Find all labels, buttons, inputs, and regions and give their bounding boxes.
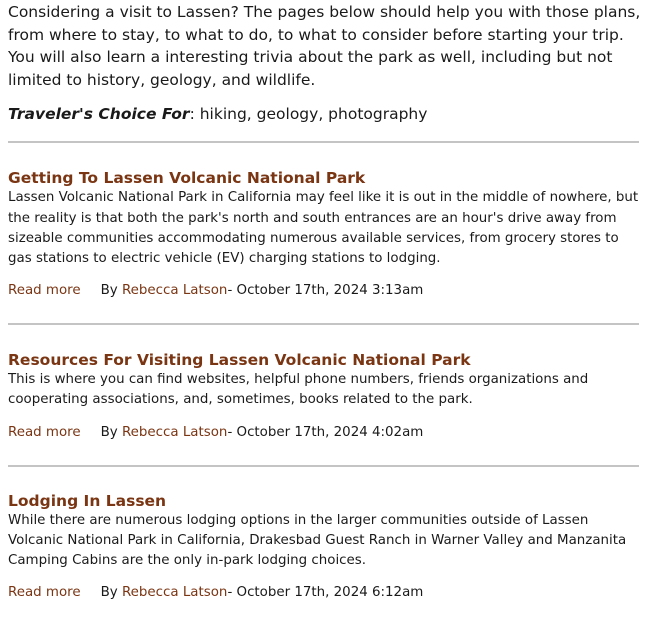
article-meta	[8, 583, 642, 603]
article-lodging	[8, 467, 642, 604]
read-more-link[interactable]: Read more	[8, 424, 81, 440]
read-more-link[interactable]: Read more	[8, 283, 81, 299]
intro-paragraph: Considering a visit to Lassen? The pages below should help you with those plans, from where to stay, to what to do, to what to consider before starting your trip. You will also learn a interesting trivia about the park as well, including but not limited to history, geology, and wildlife.	[8, 3, 641, 89]
post-date: - October 17th, 2024 3:13am	[227, 283, 424, 299]
author-link[interactable]: Rebecca Latson	[121, 283, 228, 299]
article-excerpt: This is where you can find websites, helpful phone numbers, friends organizations and cooperating associations, and, sometimes, books related to the park.	[8, 372, 589, 408]
article-meta	[8, 281, 642, 301]
article-title[interactable]: Getting To Lassen Volcanic National Park	[8, 169, 366, 188]
article-excerpt: Lassen Volcanic National Park in California may feel like it is out in the middle of nowhere, but the reality is that both the park's north and south entrances are an hour's drive away from sizeable communities accommodating numerous available services, from grocery stores to gas stations to electric vehicle (EV) charging stations to lodging.	[8, 190, 639, 266]
byline-prefix: By	[100, 585, 118, 601]
author-link[interactable]: Rebecca Latson	[121, 424, 228, 440]
read-more-link[interactable]: Read more	[8, 585, 81, 601]
post-date: - October 17th, 2024 6:12am	[227, 585, 424, 601]
page-content	[0, 1, 650, 603]
byline-prefix: By	[100, 283, 118, 299]
byline-prefix: By	[100, 424, 118, 440]
article-meta	[8, 423, 642, 443]
article-excerpt: While there are numerous lodging options in the larger communities outside of Lassen Volcanic National Park in California, Drakesbad Guest Ranch in Warner Valley and Manzanita Camping Cabins are the only in-park lodging choices.	[8, 512, 627, 568]
travelers-choice-value: : hiking, geology, photography	[189, 105, 428, 124]
article-getting-to-lassen	[8, 143, 642, 301]
article-title[interactable]: Resources For Visiting Lassen Volcanic National Park	[8, 351, 471, 370]
travelers-choice-label: Traveler's Choice For	[8, 105, 190, 124]
post-date: - October 17th, 2024 4:02am	[227, 424, 424, 440]
article-title[interactable]: Lodging In Lassen	[8, 491, 167, 510]
travelers-choice	[8, 103, 642, 125]
article-resources	[8, 325, 642, 442]
author-link[interactable]: Rebecca Latson	[121, 585, 228, 601]
